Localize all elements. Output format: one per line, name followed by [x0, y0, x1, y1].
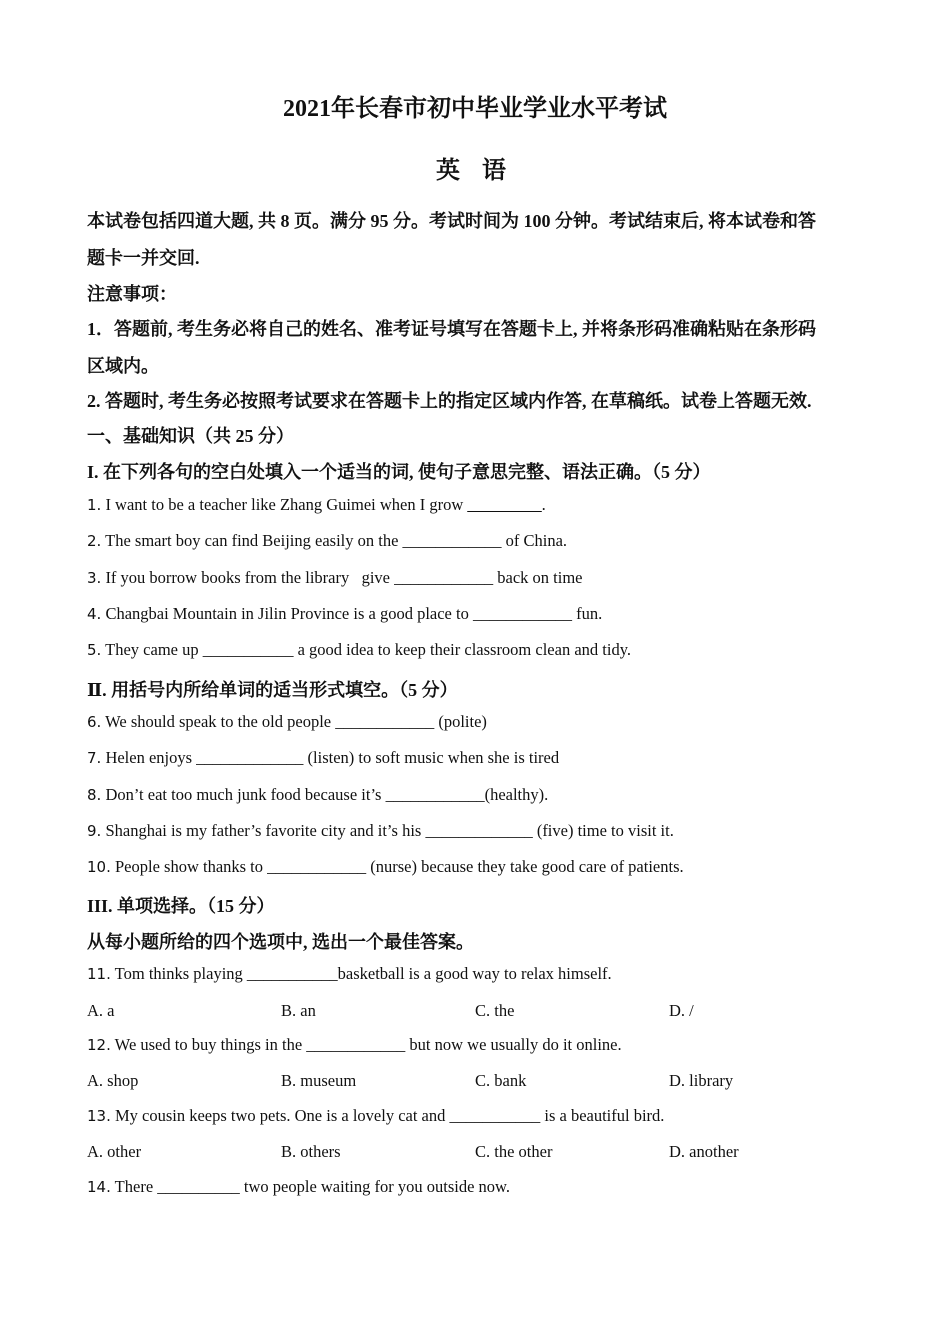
question-9: [87, 821, 674, 841]
notice-item-2: 2. 答题时, 考生务必按照考试要求在答题卡上的指定区域内作答, 在草稿纸。试卷上答题无效.: [87, 391, 812, 411]
option-b: B. an: [281, 1001, 316, 1020]
question-8: [87, 785, 548, 805]
question-6: [87, 712, 487, 732]
question-14: [87, 1177, 510, 1197]
question-number: 2.: [87, 532, 102, 550]
question-number: 6.: [87, 713, 102, 731]
question-4: [87, 604, 602, 624]
question-number: 5.: [87, 641, 102, 659]
answer-blank: _________: [467, 495, 542, 514]
section1-heading: I. 在下列各句的空白处填入一个适当的词, 使句子意思完整、语法正确。（5 分）: [87, 462, 711, 482]
option-c: C. bank: [475, 1071, 527, 1090]
question-number: 3.: [87, 569, 102, 587]
question-text: If you borrow books from the library give ____________ back on time: [101, 568, 583, 587]
question-10: [87, 857, 684, 877]
question-3: [87, 568, 582, 588]
question-number: 11.: [87, 965, 111, 983]
question-number: 12.: [87, 1036, 111, 1054]
option-d: D. /: [669, 1001, 694, 1020]
question-text-end: .: [541, 495, 546, 514]
subject-title: 英 语: [436, 158, 514, 184]
question-number: 14.: [87, 1178, 111, 1196]
question-number: 4.: [87, 605, 102, 623]
question-number: 10.: [87, 858, 111, 876]
question-2: [87, 531, 567, 551]
question-12: [87, 1035, 622, 1055]
question-11: [87, 964, 612, 984]
question-number: 9.: [87, 822, 102, 840]
question-5: [87, 640, 631, 660]
option-c: C. the other: [475, 1142, 553, 1161]
exam-title: 2021年长春市初中毕业学业水平考试: [283, 96, 667, 122]
option-b: B. museum: [281, 1071, 357, 1090]
question-text: Helen enjoys _____________ (listen) to soft music when she is tired: [101, 748, 560, 767]
option-a: A. other: [87, 1142, 142, 1161]
question-text: We used to buy things in the ____________ but now we usually do it online.: [110, 1035, 622, 1054]
question-text: Shanghai is my father’s favorite city and it’s his _____________ (five) time to visit it.: [101, 821, 674, 840]
question-number: 13.: [87, 1107, 111, 1125]
question-number: 8.: [87, 786, 102, 804]
question-text: They came up ___________ a good idea to keep their classroom clean and tidy.: [101, 640, 631, 659]
option-c: C. the: [475, 1001, 515, 1020]
question-text: The smart boy can find Beijing easily on the ____________ of China.: [101, 531, 568, 550]
section2-heading: Ⅱ. 用括号内所给单词的适当形式填空。（5 分）: [87, 680, 458, 700]
intro-line-1: 本试卷包括四道大题, 共 8 页。满分 95 分。考试时间为 100 分钟。考试结束后, 将本试卷和答: [87, 211, 816, 231]
option-d: D. library: [669, 1071, 734, 1090]
question-text: I want to be a teacher like Zhang Guimei when I grow: [101, 495, 468, 514]
part1-heading: 一、基础知识（共 25 分）: [87, 426, 294, 446]
question-number: 7.: [87, 749, 102, 767]
question-text: Changbai Mountain in Jilin Province is a good place to ____________ fun.: [101, 604, 603, 623]
question-text: My cousin keeps two pets. One is a lovely cat and ___________ is a beautiful bird.: [110, 1106, 665, 1125]
question-text: We should speak to the old people ____________ (polite): [101, 712, 487, 731]
option-a: A. a: [87, 1001, 115, 1020]
question-text: Don’t eat too much junk food because it’s ____________(healthy).: [101, 785, 549, 804]
section3-heading: III. 单项选择。（15 分）: [87, 896, 275, 916]
question-number: 1.: [87, 496, 102, 514]
section3-instruction: 从每小题所给的四个选项中, 选出一个最佳答案。: [87, 932, 474, 952]
notice-item-1: 1．答题前, 考生务必将自己的姓名、准考证号填写在答题卡上, 并将条形码准确粘贴在条形码: [87, 319, 816, 339]
question-text: There __________ two people waiting for you outside now.: [110, 1177, 511, 1196]
question-text: People show thanks to ____________ (nurse) because they take good care of patients.: [110, 857, 684, 876]
notice-item-1-cont: 区域内。: [87, 356, 159, 376]
question-text: Tom thinks playing ___________basketball is a good way to relax himself.: [110, 964, 612, 983]
intro-line-2: 题卡一并交回.: [87, 248, 200, 268]
question-7: [87, 748, 559, 768]
option-a: A. shop: [87, 1071, 139, 1090]
question-1: [87, 495, 546, 515]
notice-heading: 注意事项：: [87, 284, 177, 304]
option-b: B. others: [281, 1142, 341, 1161]
question-13: [87, 1106, 664, 1126]
option-d: D. another: [669, 1142, 739, 1161]
